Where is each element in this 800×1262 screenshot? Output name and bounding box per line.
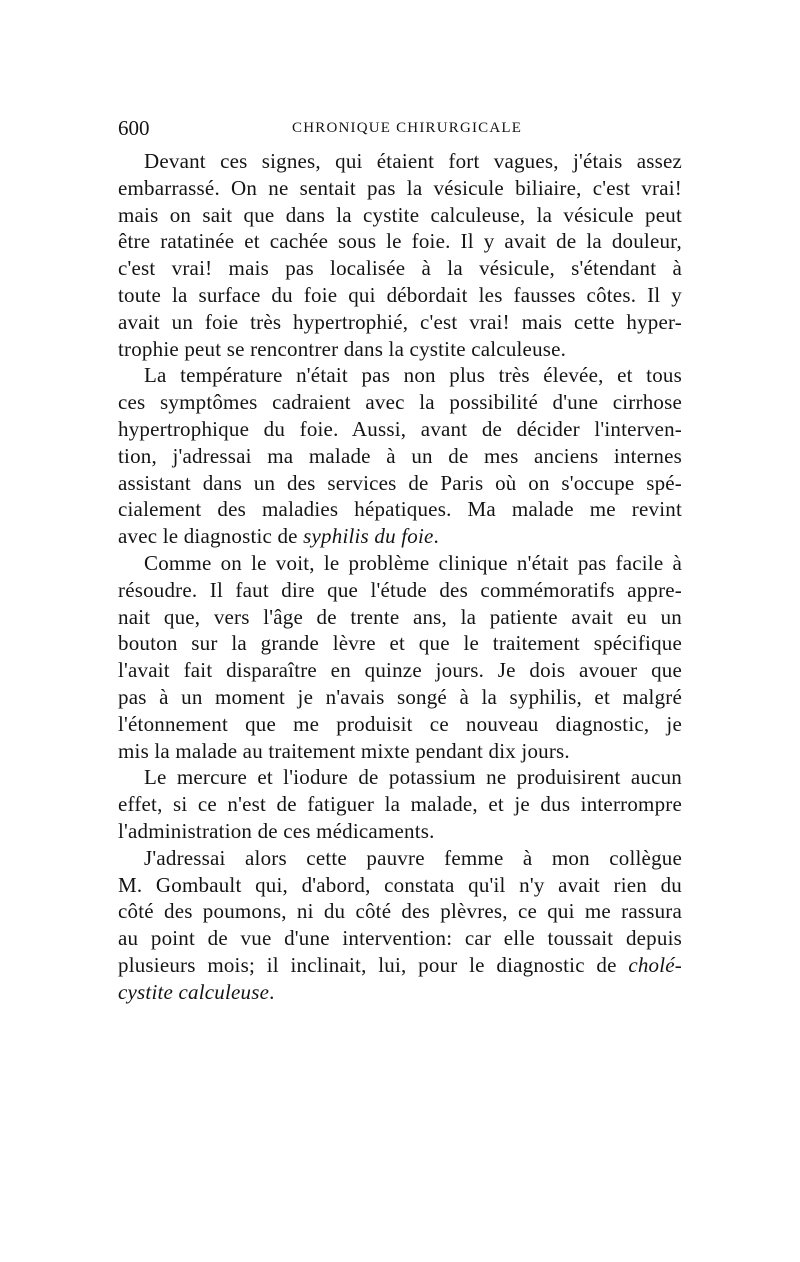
- text-line: l'administration de ces médicaments.: [118, 818, 435, 843]
- text-line: toute la surface du foie qui débordait les fausses côtes. Il y: [118, 282, 682, 307]
- text-line: avait un foie très hypertrophié, c'est vrai! mais cette hyper-: [118, 309, 682, 334]
- text-line: J'adressai alors cette pauvre femme à mon collègue: [144, 845, 682, 870]
- paragraph-3: [118, 550, 682, 764]
- text-line: cystite calculeuse.: [118, 979, 275, 1004]
- text-line: tion, j'adressai ma malade à un de mes anciens internes: [118, 443, 682, 468]
- text-line: l'avait fait disparaître en quinze jours. Je dois avouer que: [118, 658, 682, 683]
- text-line: au point de vue d'une intervention: car elle toussait depuis: [118, 926, 682, 951]
- text-line: La température n'était pas non plus très élevée, et tous: [144, 363, 682, 388]
- text-line: ces symptômes cadraient avec la possibilité d'une cirrhose: [118, 390, 682, 415]
- text-line: mis la malade au traitement mixte pendant dix jours.: [118, 738, 570, 763]
- paragraph-4: [118, 764, 682, 844]
- book-page: [118, 116, 682, 1006]
- paragraph-5: [118, 845, 682, 1006]
- text-line: assistant dans un des services de Paris où on s'occupe spé-: [118, 470, 682, 495]
- text-line: bouton sur la grande lèvre et que le traitement spécifique: [118, 631, 682, 656]
- text-line: être ratatinée et cachée sous le foie. Il y avait de la douleur,: [118, 229, 682, 254]
- paragraph-2: [118, 362, 682, 550]
- page-header: [118, 116, 682, 142]
- text-line: trophie peut se rencontrer dans la cystite calculeuse.: [118, 336, 567, 361]
- text-line: Comme on le voit, le problème clinique n'était pas facile à: [144, 550, 682, 575]
- text-line: Devant ces signes, qui étaient fort vagues, j'étais assez: [144, 149, 682, 173]
- text-line: pas à un moment je n'avais songé à la syphilis, et malgré: [118, 684, 682, 709]
- paragraph-1: [118, 148, 682, 362]
- text-line: nait que, vers l'âge de trente ans, la patiente avait eu un: [118, 604, 682, 629]
- text-line: Le mercure et l'iodure de potassium ne produisirent aucun: [144, 765, 682, 790]
- italic-term: cystite calculeuse: [118, 979, 270, 1004]
- text-line: avec le diagnostic de syphilis du foie.: [118, 524, 439, 549]
- body-text: [118, 148, 682, 1006]
- italic-term: syphilis du foie: [303, 524, 434, 549]
- text-line: M. Gombault qui, d'abord, constata qu'il n'y avait rien du: [118, 872, 682, 897]
- page-number: 600: [118, 116, 150, 140]
- text-line: côté des poumons, ni du côté des plèvres, ce qui me rassura: [118, 899, 682, 924]
- running-title: CHRONIQUE CHIRURGICALE: [292, 120, 523, 136]
- text-line: plusieurs mois; il inclinait, lui, pour le diagnostic de cholé-: [118, 952, 682, 977]
- text-line: l'étonnement que me produisit ce nouveau diagnostic, je: [118, 711, 682, 736]
- text-line: embarrassé. On ne sentait pas la vésicule biliaire, c'est vrai!: [118, 175, 682, 200]
- text-line: résoudre. Il faut dire que l'étude des commémoratifs appre-: [118, 577, 682, 602]
- text-line: mais on sait que dans la cystite calculeuse, la vésicule peut: [118, 202, 682, 227]
- italic-term: cholé-: [628, 952, 682, 977]
- text-line: effet, si ce n'est de fatiguer la malade, et je dus interrompre: [118, 792, 682, 817]
- text-line: cialement des maladies hépatiques. Ma malade me revint: [118, 497, 682, 522]
- text-line: c'est vrai! mais pas localisée à la vésicule, s'étendant à: [118, 256, 682, 281]
- text-line: hypertrophique du foie. Aussi, avant de décider l'interven-: [118, 416, 682, 441]
